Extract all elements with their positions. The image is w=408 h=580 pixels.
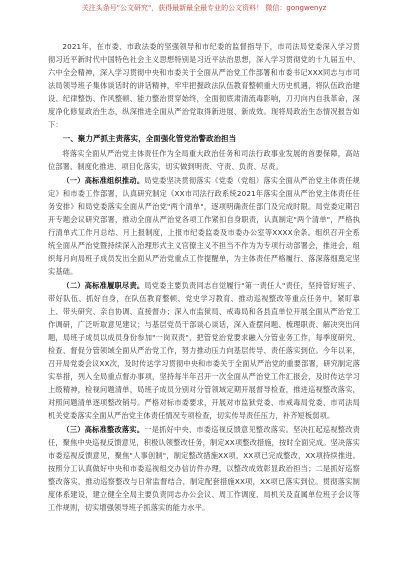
document-body [48, 40, 360, 515]
promo-banner-text: 关注头条号"公文研究"，获得最新最全最专业的公文资料！ 微信：gongwenyz [81, 4, 327, 12]
subsection-1-text: 局党委坚决贯彻落实《党委（党组）落实全面从严治党主体责任规定》和市委工作部署，认真研究制定《XX市司法行政系统2021年落实全面从严治党主体责任任务安排》和局党委落实全面从严治党"两个清单"，逐项明确责任部门及完成时限。局党委定期召开专题会议研究部署，推动全面从严治党各项工作紧扣自身职责，认真制定"两个清单"，严格执行清单式工作月总结、月上报制度，上报市纪委监委及市委办公室等XXXX余条。组织召开全系统全面从严治党暨持续深入治理形式主义官僚主义不担当不作为为专项行动部署会，推进会，组织每月向局班子成员发出全面从严治党重点工作提醒单，为主体责任严格履行、落深落细奠定坚实基础。 [48, 176, 360, 276]
subsection-1-title: （一）高标准组织推动。 [62, 176, 145, 185]
promo-banner [0, 0, 408, 24]
subsection-3-paragraph [48, 423, 360, 514]
subsection-3-text: 一是抓好中央、市委巡视反馈意见整改落实。坚决扛起巡视整改责任，聚焦中央巡视反馈意见，积极认领整改任务，制定XX项整改措施，按时全面完成。坚决落实市委巡视反馈意见，聚焦"人事创制"，制定整改措施XX项，XX项已完成整改，XX项持续推进。按照分工认真做好中央和市委巡视组交办信访件办理，以整改成效彰显政治担当；二是抓好巡察整改落实，推动巡察整改与日常监督结合，制定配套措施XX项，XX项已落实到位。贯彻落实制度体系建设，建立健全全局主要负责同志办公会议、周工作调度、局机关及直属单位班子会议等工作规则，切实增强领导班子抓落实的能力水平。 [48, 425, 360, 512]
section-heading-1: 一、聚力严抓主责落实，全面强化管党治警政治担当 [62, 134, 237, 143]
subsection-2-title: （二）高标准履职尽责。 [62, 281, 145, 290]
intro-paragraph: 2021年，在市委、市政法委的坚强领导和市纪委的监督指导下，市司法局党委深入学习贯彻习近平新时代中国特色社会主义思想特别是习近平法治思想，深入学习贯彻党的十九届五中、六中全会精神，深入学习贯彻中央和市委关于全面从严治党工作部署和市委书记XXX同志与市司法局领导班子集体谈话时的讲话精神，牢牢把握政法队伍教育整顿重大历史机遇，将队伍政治建设、纪律整饬、作风整顿、能力整治贯穿始终，全面彻底肃清流毒影响，刀刃向内自我革命，深度净化修复政治生态，纵深推进全面从严治党取得新进展、新成效。现将局政治生态情况报告如下： [48, 42, 360, 129]
subsection-2-text: 局党委主要负责同志自觉履行"第一责任人"责任，坚持管好班子、带好队伍、抓好自身，在队伍教育整顿、党史学习教育、推动巡视整改等重点任务中，紧盯靠上、带头研究、亲自协调、直接督办；深入市监狱局、戒毒局和各县直单位开展全面从严治党工作调研，广泛听取意见建议；与基层党员干部谈心谈话，深入查摆问题、梳理职责、解决突出问题，局班子成员以成员身份参加"一岗双责"，把管党治党要求融入分管业务工作，每季度研究、检查、督促分管领域全面从严治党工作，努力推动压力向基层传导、责任落实到位。今年以来，召开局党委会议XX次，及时传达学习贯彻中央和市委关于全面从严治党的重要部署，研究制定落实举措，列入全局重点督办事项，坚持每半年召开一次全面从严治党工作汇报会，及时传达学习上级精神，检视问题清单，局班子成员分别对分管领域定期开展督导检查，推进巡视整改落实，对照问题清单逐项整改销号。严格对标市委要求，开展对市监狱党委、市戒毒局党委、市司法局机关党委落实全面从严治党主体责任情况专项检查，切实传导责任压力，补齐短板弱项。 [48, 281, 360, 420]
subsection-2-paragraph [48, 279, 360, 422]
subsection-3-title: （三）高标准整改落实。 [62, 425, 145, 434]
section-intro-paragraph: 将落实全面从严治党主体责任作为全局重大政治任务和司法行政事业发展的首要保障，高站位部署、制度化推进、项目化落实，切实做到明责、守责、负责、尽责。 [48, 149, 360, 171]
subsection-1-paragraph [48, 174, 360, 278]
